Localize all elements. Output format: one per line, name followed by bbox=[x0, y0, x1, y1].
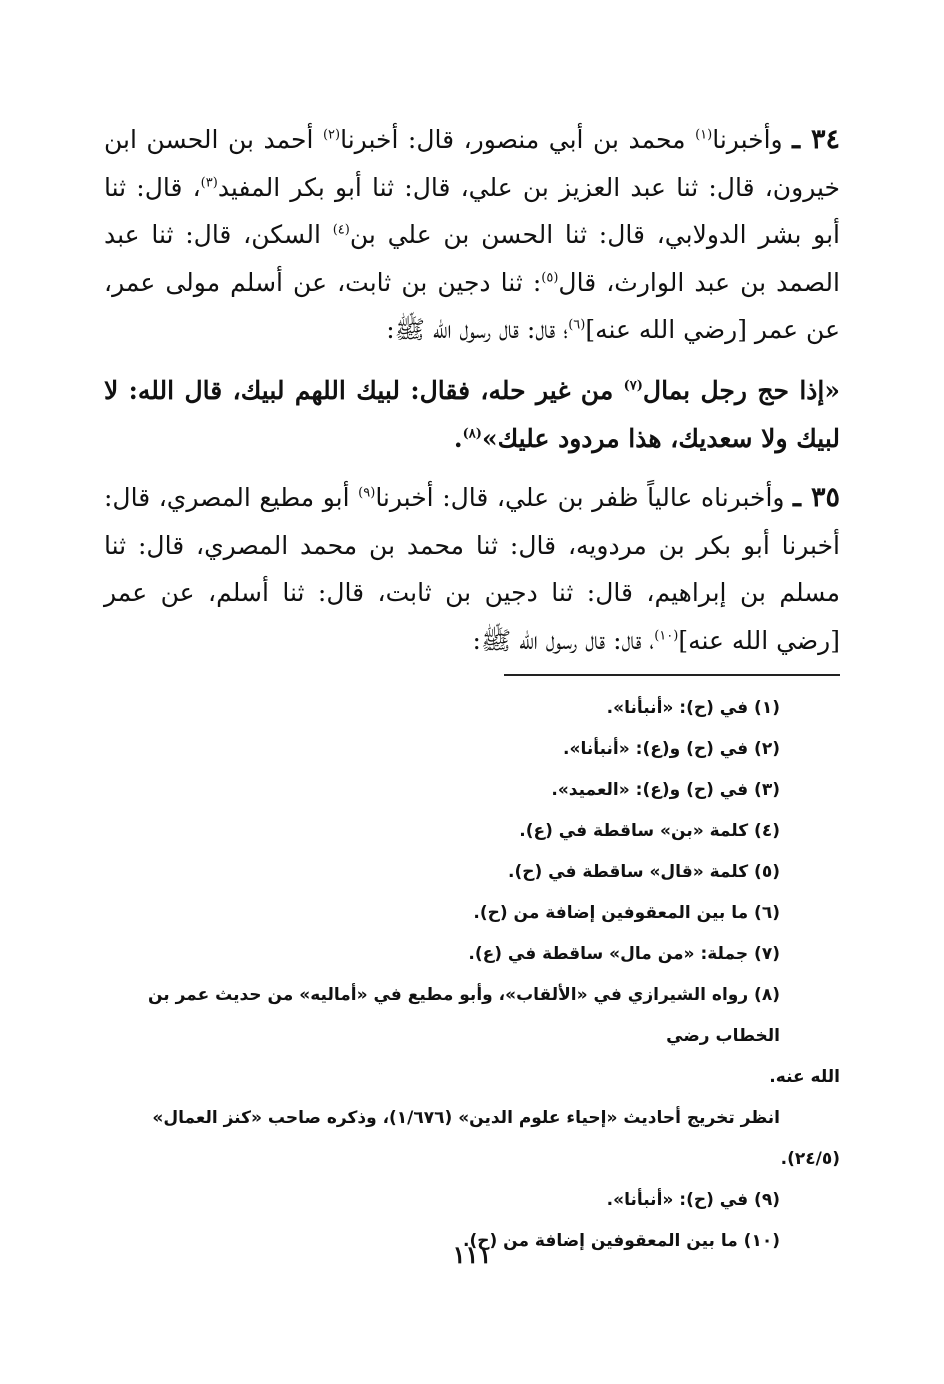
text-segment: . bbox=[453, 424, 463, 453]
footnote-8-line-2: الله عنه. bbox=[769, 1067, 840, 1087]
paragraph-35 bbox=[104, 474, 840, 664]
footnote-4: (٤) كلمة «بن» ساقطة في (ع). bbox=[519, 821, 780, 841]
paragraph-number: ٣٤ ـ bbox=[792, 124, 840, 155]
footnote-3: (٣) في (ح) و(ع): «العميد». bbox=[551, 780, 780, 800]
paragraph-number: ٣٥ ـ bbox=[793, 482, 841, 513]
paragraph-34 bbox=[104, 116, 840, 354]
footnote-8-note bbox=[104, 1098, 840, 1180]
footnote-1: (١) في (ح): «أنبأنا». bbox=[606, 698, 780, 718]
text-segment: «إذا حج رجل بمال bbox=[642, 376, 840, 405]
text-segment: من غير حله، فقال: لبيك اللهم لبيك، قال الله: لا لبيك ولا سعديك، هذا مردود عليك» bbox=[104, 376, 840, 453]
footnote-6: (٦) ما بين المعقوفين إضافة من (ح). bbox=[473, 903, 780, 923]
footnote-8 bbox=[104, 975, 840, 1098]
text-segment: ، قال: ثنا أبو بشر الدولابي، قال: ثنا الحسن بن علي بن bbox=[104, 172, 840, 249]
footnote-divider bbox=[504, 674, 840, 676]
footnote-ref: (٨) bbox=[462, 426, 482, 442]
footnotes bbox=[104, 688, 840, 1262]
text-segment: السكن، قال: ثنا عبد الصمد بن عبد الوارث، قال bbox=[104, 220, 840, 297]
footnote-8-line-1: (٨) رواه الشيرازي في «الألقاب»، وأبو مطيع في «أماليه» من حديث عمر بن الخطاب رضي bbox=[148, 985, 780, 1046]
text-segment: أحمد بن الحسن ابن خيرون، قال: ثنا عبد العزيز بن علي، قال: ثنا أبو بكر المفيد bbox=[104, 125, 840, 202]
text-segment: أبو مطيع المصري، قال: أخبرنا أبو بكر بن مردويه، قال: ثنا محمد بن محمد المصري، قال: ثنا مسلم بن إبراهيم، قال: ثنا دجين بن ثابت، قال: ثنا أسلم، عن عمر [رضي الله عنه] bbox=[104, 483, 840, 655]
footnote-ref: (٥) bbox=[541, 270, 559, 286]
text-segment: وأخبرناه عالياً ظفر بن علي، قال: أخبرنا bbox=[375, 483, 794, 512]
text-segment: ، قال: قال رسول الله ﷺ: bbox=[472, 625, 655, 655]
footnote-ref: (٧) bbox=[623, 378, 643, 394]
hadith-text bbox=[104, 367, 840, 463]
footnote-2: (٢) في (ح) و(ع): «أنبأنا». bbox=[563, 739, 780, 759]
footnote-ref: (٤) bbox=[332, 222, 350, 238]
footnote-ref: (١) bbox=[695, 127, 713, 143]
footnote-10: (١٠) ما بين المعقوفين إضافة من (ح). bbox=[463, 1231, 780, 1251]
footnote-ref: (٩) bbox=[358, 485, 376, 501]
footnote-7: (٧) جملة: «من مال» ساقطة في (ع). bbox=[468, 944, 780, 964]
footnote-ref: (٦) bbox=[568, 317, 586, 333]
page-number: ١١١ bbox=[452, 1240, 492, 1269]
footnote-ref: (٣) bbox=[200, 175, 218, 191]
text-segment: : ثنا دجين بن ثابت، عن أسلم مولى عمر، عن عمر [رضي الله عنه] bbox=[104, 267, 840, 344]
text-segment: ؛ قال: قال رسول الله ﷺ: bbox=[386, 315, 569, 344]
footnote-9: (٩) في (ح): «أنبأنا». bbox=[606, 1190, 780, 1210]
footnote-5: (٥) كلمة «قال» ساقطة في (ح). bbox=[508, 862, 780, 882]
text-segment: وأخبرنا bbox=[712, 125, 793, 154]
footnote-8-note-line-2: (٢٤/٥). bbox=[780, 1149, 840, 1169]
footnote-ref: (١٠) bbox=[654, 628, 679, 644]
footnote-8-note-line-1: انظر تخريج أحاديث «إحياء علوم الدين» (١/٦٧٦)، وذكره صاحب «كنز العمال» bbox=[152, 1108, 780, 1128]
footnote-ref: (٢) bbox=[322, 127, 341, 143]
text-segment: محمد بن أبي منصور، قال: أخبرنا bbox=[340, 125, 696, 154]
